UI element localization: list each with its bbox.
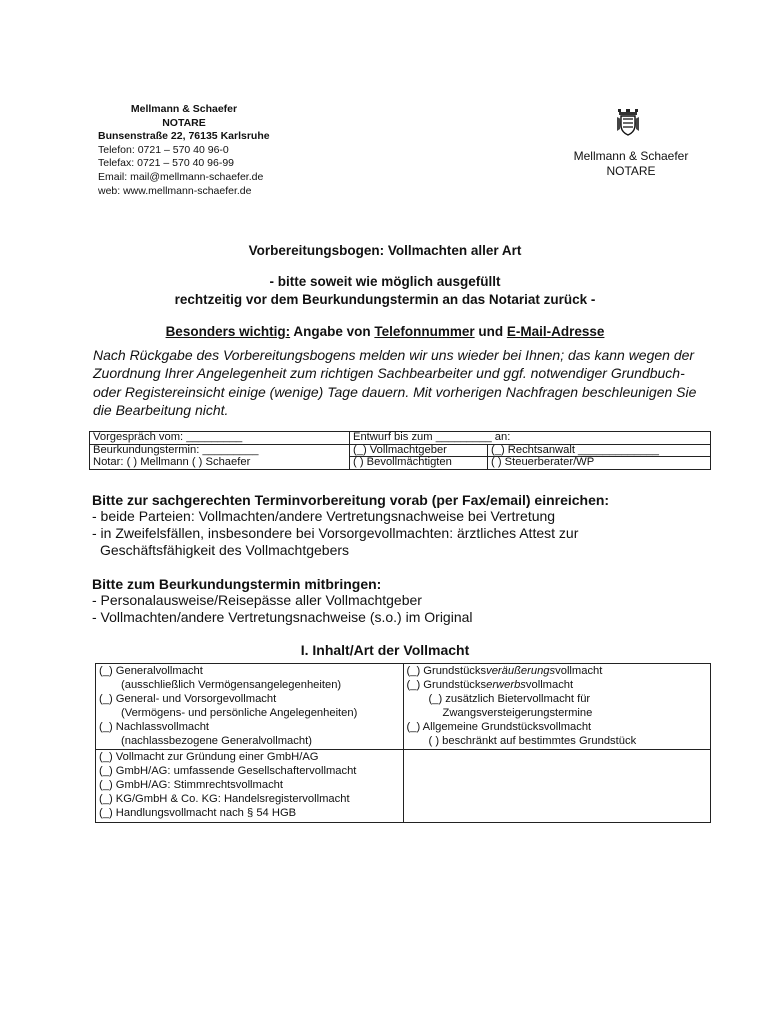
- vorgespraech-field[interactable]: Vorgespräch vom: _________: [90, 432, 350, 445]
- vorsorgevollmacht-note: (Vermögens- und persönliche Angelegenheiten): [121, 706, 358, 719]
- handelsregistervollmacht-checkbox[interactable]: (_) KG/GmbH & Co. KG: Handelsregistervollmacht: [99, 793, 350, 806]
- nachlassvollmacht-checkbox[interactable]: (_) Nachlassvollmacht: [99, 720, 210, 733]
- page-title: Vorbereitungsbogen: Vollmachten aller Art: [248, 243, 522, 258]
- important-mid-1: Angabe von: [290, 324, 375, 339]
- important-note: [0, 324, 770, 339]
- allgemeine-grundstuecksvollmacht-checkbox[interactable]: (_) Allgemeine Grundstücksvollmacht: [406, 720, 592, 733]
- empty-cell: [403, 750, 711, 823]
- generalvollmacht-checkbox[interactable]: (_) Generalvollmacht: [99, 665, 203, 677]
- vollmacht-gesellschaft-cell: [96, 750, 404, 823]
- erwerb-checkbox[interactable]: [407, 679, 708, 693]
- letterhead-fax: Telefax: 0721 – 570 40 96-99: [98, 157, 235, 170]
- bietervollmacht-note: Zwangsversteigerungstermine: [442, 706, 593, 719]
- vollmachtgeber-checkbox[interactable]: (_) Vollmachtgeber: [350, 444, 488, 457]
- section-bring-line-1: - Personalausweise/Reisepässe aller Vollmachtgeber: [92, 592, 422, 608]
- vollmacht-general-cell: [96, 664, 404, 750]
- steuerberater-checkbox[interactable]: ( ) Steuerberater/WP: [488, 457, 711, 470]
- gruendung-checkbox[interactable]: (_) Vollmacht zur Gründung einer GmbH/AG: [99, 751, 319, 764]
- entwurf-field[interactable]: Entwurf bis zum _________ an:: [350, 432, 711, 445]
- bevollmaechtigten-checkbox[interactable]: ( ) Bevollmächtigten: [350, 457, 488, 470]
- notar-selection[interactable]: Notar: ( ) Mellmann ( ) Schaefer: [90, 457, 350, 470]
- beschraenkt-checkbox[interactable]: ( ) beschränkt auf bestimmtes Grundstück: [428, 734, 637, 747]
- section-fax-heading: Bitte zur sachgerechten Terminvorbereitung vorab (per Fax/email) einreichen:: [92, 492, 610, 508]
- section-fax-line-2: - in Zweifelsfällen, insbesondere bei Vorsorgevollmachten: ärztliches Attest zur: [92, 525, 579, 541]
- veraeusserung-post: vollmacht: [555, 665, 603, 677]
- erwerb-post: vollmacht: [525, 678, 574, 691]
- erwerb-pre: (_) Grundstücks: [406, 678, 487, 691]
- veraeusserung-pre: (_) Grundstücks: [406, 665, 487, 677]
- veraeusserung-checkbox[interactable]: [407, 665, 708, 679]
- coat-of-arms-icon: [617, 109, 639, 137]
- erwerb-italic: erwerbs: [486, 678, 526, 691]
- vollmacht-grundstueck-cell: [403, 664, 711, 750]
- vollmacht-type-table: [95, 663, 711, 823]
- letterhead: [98, 103, 338, 198]
- rechtsanwalt-checkbox[interactable]: (_) Rechtsanwalt _____________: [488, 444, 711, 457]
- subtitle-line-1: - bitte soweit wie möglich ausgefüllt: [269, 274, 501, 289]
- section-one-heading: I. Inhalt/Art der Vollmacht: [300, 642, 470, 658]
- firm-right-notare: NOTARE: [606, 164, 656, 178]
- stimmrechtsvollmacht-checkbox[interactable]: (_) GmbH/AG: Stimmrechtsvollmacht: [99, 779, 284, 792]
- letterhead-address: Bunsenstraße 22, 76135 Karlsruhe: [98, 130, 270, 143]
- letterhead-phone: Telefon: 0721 – 570 40 96-0: [98, 143, 229, 156]
- important-email: E-Mail-Adresse: [506, 324, 605, 339]
- bietervollmacht-checkbox[interactable]: (_) zusätzlich Bietervollmacht für: [428, 692, 591, 705]
- subtitle-line-2: rechtzeitig vor dem Beurkundungstermin an das Notariat zurück -: [174, 292, 596, 307]
- beurkundung-field[interactable]: Beurkundungstermin: _________: [90, 444, 350, 457]
- appointment-info-table: [89, 431, 711, 470]
- generalvollmacht-note: (ausschließlich Vermögensangelegenheiten): [121, 678, 342, 691]
- section-bring-heading: Bitte zum Beurkundungstermin mitbringen:: [92, 576, 382, 592]
- letterhead-name: Mellmann & Schaefer: [130, 103, 238, 115]
- section-fax-line-3: Geschäftsfähigkeit des Vollmachtgebers: [100, 542, 350, 558]
- letterhead-web: web: www.mellmann-schaefer.de: [98, 184, 252, 197]
- letterhead-notare: NOTARE: [162, 116, 206, 129]
- handlungsvollmacht-checkbox[interactable]: (_) Handlungsvollmacht nach § 54 HGB: [99, 807, 297, 820]
- section-bring: [92, 576, 712, 626]
- nachlassvollmacht-note: (nachlassbezogene Generalvollmacht): [121, 734, 312, 747]
- gesellschaftervollmacht-checkbox[interactable]: (_) GmbH/AG: umfassende Gesellschaftervollmacht: [99, 765, 357, 778]
- intro-paragraph: Nach Rückgabe des Vorbereitungsbogens melden wir uns wieder bei Ihnen; das kann wegen der Zuordnung Ihrer Angelegenheit zum richtigen Sachbearbeiter und ggf. notwendiger Grundbuch- oder Registereinsicht einige (wenige) Tage dauern. Mit vorherigen Nachfragen beschleunigen Sie die Bearbeitung nicht.: [93, 347, 697, 419]
- important-mid-2: und: [474, 324, 507, 339]
- important-phone: Telefonnummer: [374, 324, 475, 339]
- firm-right-name: Mellmann & Schaefer: [573, 149, 689, 163]
- section-fax-line-1: - beide Parteien: Vollmachten/andere Vertretungsnachweise bei Vertretung: [92, 508, 556, 524]
- section-fax: [92, 492, 712, 559]
- vorsorgevollmacht-checkbox[interactable]: (_) General- und Vorsorgevollmacht: [99, 692, 277, 705]
- firm-name-right: [556, 149, 706, 179]
- important-label: Besonders wichtig:: [165, 324, 291, 339]
- veraeusserung-italic: veräußerungs: [486, 665, 556, 677]
- letterhead-email: Email: mail@mellmann-schaefer.de: [98, 170, 264, 183]
- section-bring-line-2: - Vollmachten/andere Vertretungsnachweise (s.o.) im Original: [92, 609, 473, 625]
